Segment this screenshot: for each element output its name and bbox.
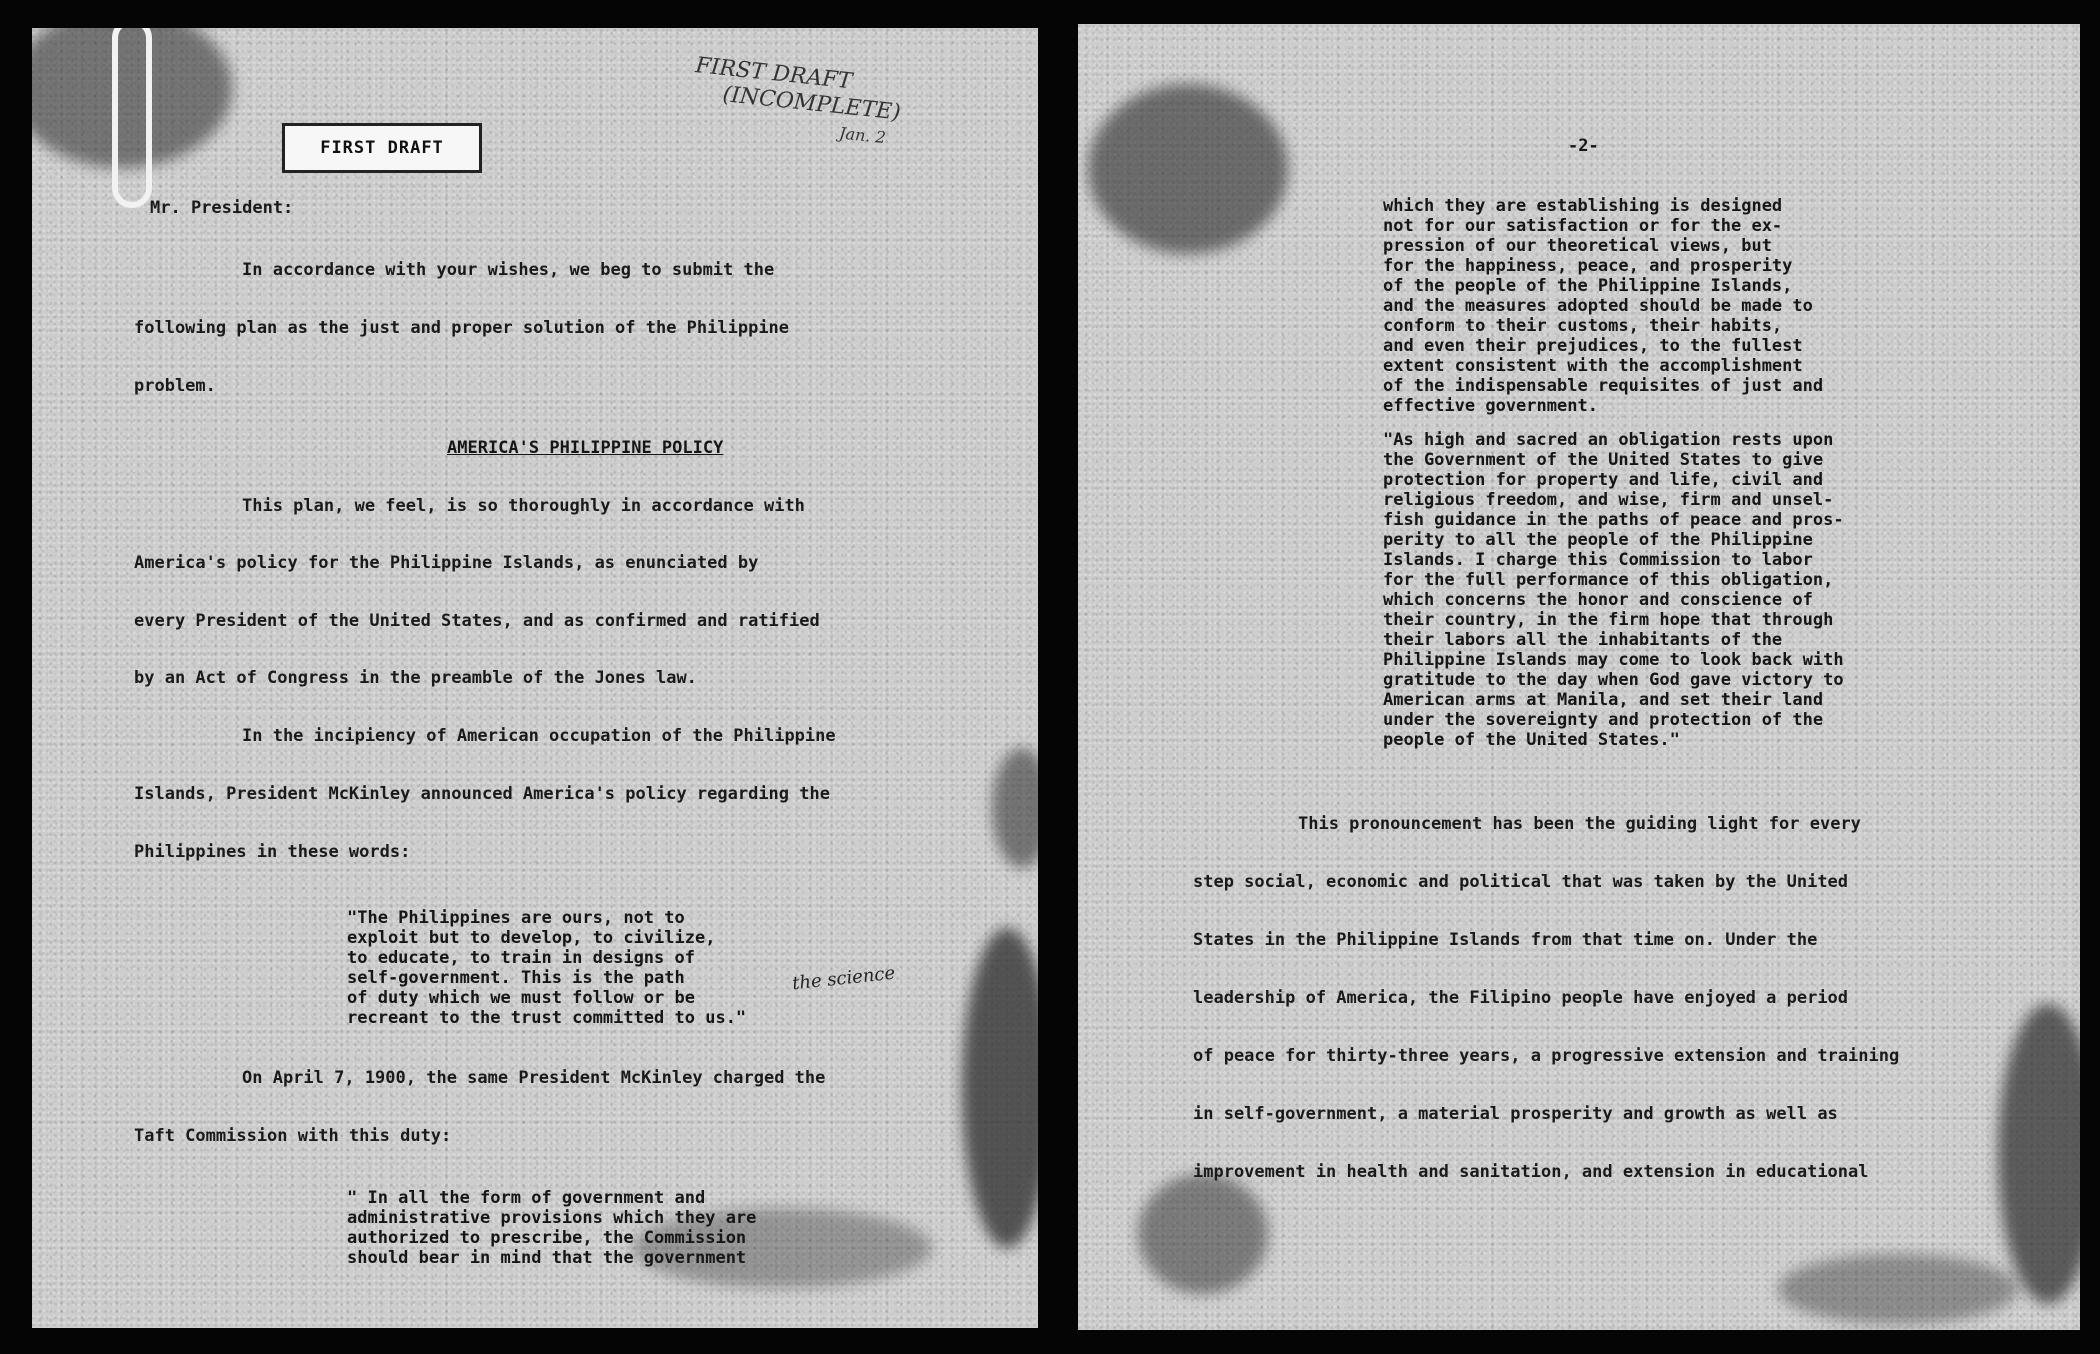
quote-line: American arms at Manila, and set their land <box>1383 690 1824 710</box>
quote-line: extent consistent with the accomplishment <box>1383 356 1803 376</box>
paragraph-line: States in the Philippine Islands from that time on. Under the <box>1193 930 1818 950</box>
taft-commission-quote-continued <box>1383 196 1823 416</box>
paragraph-line: On April 7, 1900, the same President McKinley charged the <box>242 1068 826 1088</box>
quote-line: which concerns the honor and conscience of <box>1383 590 1813 610</box>
quote-line: of the people of the Philippine Islands, <box>1383 276 1793 296</box>
paragraph-line: This plan, we feel, is so thoroughly in accordance with <box>242 496 805 516</box>
quote-line: for the happiness, peace, and prosperity <box>1383 256 1793 276</box>
paragraph-line: This pronouncement has been the guiding light for every <box>1298 814 1861 834</box>
stain <box>1088 84 1288 254</box>
quote-line: which they are establishing is designed <box>1383 196 1783 216</box>
quote-line: and the measures adopted should be made to <box>1383 296 1813 316</box>
quote-line: the Government of the United States to give <box>1383 450 1824 470</box>
paperclip-icon <box>112 28 152 208</box>
paragraph-line: leadership of America, the Filipino people have enjoyed a period <box>1193 988 1849 1008</box>
first-draft-stamp: FIRST DRAFT <box>282 123 482 173</box>
quote-line: religious freedom, and wise, firm and unsel- <box>1383 490 1834 510</box>
paragraph-line: Philippines in these words: <box>134 842 411 862</box>
quote-line: " In all the form of government and <box>347 1188 706 1208</box>
quote-line: not for our satisfaction or for the ex- <box>1383 216 1783 236</box>
quote-line: for the full performance of this obligation, <box>1383 570 1834 590</box>
annotation-line: (INCOMPLETE) <box>721 82 902 126</box>
page-number: -2- <box>1568 136 1599 156</box>
annotation-line: Jan. 2 <box>838 123 887 148</box>
stain <box>962 928 1038 1248</box>
paragraph-line: In the incipiency of American occupation of the Philippine <box>242 726 836 746</box>
quote-line: to educate, to train in designs of <box>347 948 695 968</box>
intro-line: In accordance with your wishes, we beg to submit the <box>242 260 775 280</box>
quote-line: people of the United States." <box>1383 730 1680 750</box>
quote-line: recreant to the trust committed to us." <box>347 1008 747 1028</box>
quote-line: administrative provisions which they are <box>347 1208 757 1228</box>
quote-line: their labors all the inhabitants of the <box>1383 630 1783 650</box>
annotation-line: FIRST DRAFT <box>694 53 854 95</box>
intro-line: problem. <box>134 376 216 396</box>
quote-line: their country, in the firm hope that through <box>1383 610 1834 630</box>
taft-commission-quote-obligation <box>1383 430 1844 750</box>
quote-line: perity to all the people of the Philippine <box>1383 530 1813 550</box>
quote-line: of the indispensable requisites of just and <box>1383 376 1824 396</box>
quote-line: "As high and sacred an obligation rests upon <box>1383 430 1834 450</box>
quote-line: fish guidance in the paths of peace and pros- <box>1383 510 1844 530</box>
document-page-right <box>1078 24 2080 1330</box>
stain <box>992 748 1038 868</box>
quote-line: effective government. <box>1383 396 1598 416</box>
quote-line: exploit but to develop, to civilize, <box>347 928 716 948</box>
taft-commission-quote <box>347 1188 756 1268</box>
quote-line: Islands. I charge this Commission to labor <box>1383 550 1813 570</box>
section-heading: AMERICA'S PHILIPPINE POLICY <box>447 438 724 458</box>
quote-line: should bear in mind that the government <box>347 1248 747 1268</box>
quote-line: and even their prejudices, to the fullest <box>1383 336 1803 356</box>
paragraph-line: by an Act of Congress in the preamble of the Jones law. <box>134 668 697 688</box>
paragraph-line: in self-government, a material prosperity and growth as well as <box>1193 1104 1838 1124</box>
paragraph-line: step social, economic and political that was taken by the United <box>1193 872 1849 892</box>
intro-line: following plan as the just and proper solution of the Philippine <box>134 318 790 338</box>
document-page-left <box>32 28 1038 1328</box>
quote-line: self-government. This is the path <box>347 968 685 988</box>
stain <box>1778 1254 2018 1324</box>
quote-line: pression of our theoretical views, but <box>1383 236 1772 256</box>
paragraph-line: Taft Commission with this duty: <box>134 1126 452 1146</box>
mckinley-quote <box>347 908 746 1028</box>
paragraph-line: Islands, President McKinley announced America's policy regarding the <box>134 784 830 804</box>
paragraph-line: every President of the United States, and as confirmed and ratified <box>134 611 820 631</box>
stain <box>1138 1174 1268 1294</box>
quote-line: protection for property and life, civil and <box>1383 470 1824 490</box>
paragraph-line: improvement in health and sanitation, and extension in educational <box>1193 1162 1869 1182</box>
salutation: Mr. President: <box>150 198 294 218</box>
quote-line: Philippine Islands may come to look back with <box>1383 650 1844 670</box>
quote-line: conform to their customs, their habits, <box>1383 316 1783 336</box>
paragraph-line: America's policy for the Philippine Islands, as enunciated by <box>134 553 759 573</box>
handwritten-margin-note: the science <box>791 962 897 995</box>
stain <box>1998 1004 2080 1304</box>
quote-line: gratitude to the day when God gave victory to <box>1383 670 1844 690</box>
handwritten-annotation <box>689 53 986 161</box>
quote-line: "The Philippines are ours, not to <box>347 908 685 928</box>
quote-line: under the sovereignty and protection of the <box>1383 710 1824 730</box>
quote-line: authorized to prescribe, the Commission <box>347 1228 747 1248</box>
paragraph-line: of peace for thirty-three years, a progressive extension and training <box>1193 1046 1900 1066</box>
quote-line: of duty which we must follow or be <box>347 988 695 1008</box>
